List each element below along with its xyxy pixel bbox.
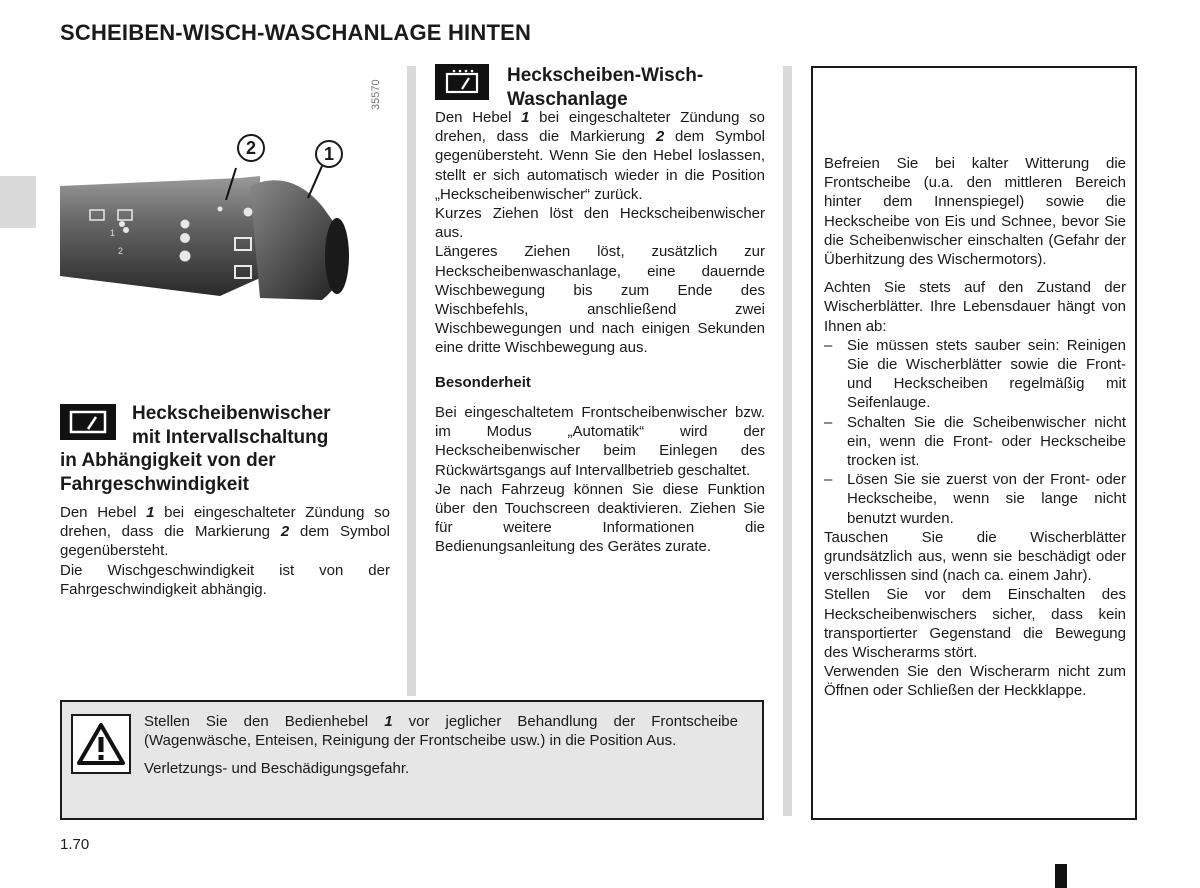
warning-text: Stellen Sie den Bedienhebel 1 vor jeglicher Behandlung der Frontscheibe (Wagenwäsche, Enteisen, Reinigung der Frontscheibe usw.) in die Position Aus. Verletzungs- und Beschädigungsgefahr. — [144, 713, 738, 778]
page-number: 1.70 — [60, 836, 90, 853]
note-text: Befreien Sie bei kalter Witterung die Frontscheibe (u.a. den mittleren Bereich hinter dem Innenspiegel) sowie die Heckscheibe von Eis und Schnee, bevor Sie die Scheibenwischer einschalten (Gefahr der Überhitzung des Wischermotors). Achten Sie stets auf den Zustand der Wischerblätter. Ihre Lebensdauer hängt von Ihnen ab: – Sie müssen stets sauber sein: Reinigen Sie die Wischerblätter sowie die Front- und Heckscheiben regelmäßig mit Seifenlauge. – Schalten Sie die Scheibenwischer nicht ein, wenn die Front- oder Heckscheibe trocken ist. – Lösen Sie sie zuerst von der Front- oder Heckscheibe, wenn sie lange nicht benutzt wurden. Tauschen Sie die Wischerblätter grundsätzlich aus, wenn sie beschädigt oder verschlissen sind (nach ca. einem Jahr). Stellen Sie vor dem Einschalten des Heckscheibenwischers sicher, dass kein transportierter Gegenstand die Bewegung des Wischerarms stört. Verwenden Sie den Wischerarm nicht zum Öffnen oder Schließen der Heckklappe. — [824, 155, 1126, 700]
column-divider-right — [783, 66, 792, 816]
callout-2: 2 — [237, 134, 265, 162]
washer-title-line2: Waschanlage — [507, 89, 628, 110]
column-divider — [407, 66, 416, 696]
list-item: – Schalten Sie die Scheibenwischer nicht ein, wenn die Front- oder Heckscheibe trocken ist. — [824, 413, 1126, 470]
washer-text: Den Hebel 1 bei eingeschalteter Zündung so drehen, dass die Markierung 2 dem Symbol gegenübersteht. Wenn Sie den Hebel loslassen, stellt er sich automatisch wieder in die Position „Heckscheibenwischer“ zurück. Kurzes Ziehen löst den Heckscheibenwischer aus. Längeres Ziehen löst, zusätzlich zur Heckscheibenwaschanlage, eine dauernde Wischbewegung bis zum Ende des Wischbefehls, anschließend zwei Wischbewegungen und nach einigen Sekunden eine dritte Wischbewegung aus. — [435, 109, 765, 357]
list-item: – Sie müssen stets sauber sein: Reinigen Sie die Wischerblätter sowie die Front- und Heckscheiben regelmäßig mit Seifenlauge. — [824, 336, 1126, 412]
list-item: – Lösen Sie sie zuerst von der Front- oder Heckscheibe, wenn sie lange nicht benutzt wurden. — [824, 471, 1126, 527]
lever-mark-2: 2 — [118, 246, 124, 256]
interval-title-line1: Heckscheibenwischer — [132, 403, 331, 424]
interval-text: Den Hebel 1 bei eingeschalteter Zündung so drehen, dass die Markierung 2 dem Symbol gegenübersteht. Die Wischgeschwindigkeit ist von der Fahrgeschwindigkeit abhängig. — [60, 504, 390, 598]
page-title: SCHEIBEN-WISCH-WASCHANLAGE HINTEN — [60, 20, 532, 45]
callout-1: 1 — [315, 140, 343, 168]
rear-washer-icon — [435, 64, 489, 100]
lever-mark-1: 1 — [110, 228, 116, 238]
side-tab-marker — [0, 176, 36, 228]
warning-triangle-icon — [71, 714, 131, 774]
interval-title-line3: in Abhängigkeit von der — [60, 450, 276, 471]
corner-mark — [1055, 864, 1067, 888]
wiper-stalk-photo — [60, 128, 350, 308]
washer-title-line1: Heckscheiben-Wisch- — [507, 65, 704, 86]
photo-code: 35570 — [370, 79, 382, 110]
subhead-special: Besonderheit — [435, 374, 531, 391]
rear-wiper-icon — [60, 404, 116, 440]
interval-title-line4: Fahrgeschwindigkeit — [60, 474, 249, 495]
note-list — [824, 336, 1126, 528]
interval-title-line2: mit Intervallschaltung — [132, 427, 329, 448]
special-text: Bei eingeschaltetem Frontscheibenwischer bzw. im Modus „Automatik“ wird der Heckscheibenwischer beim Einlegen des Rückwärtsgangs auf Intervallbetrieb geschaltet. Je nach Fahrzeug können Sie diese Funktion über den Touchscreen deaktivieren. Ziehen Sie für weitere Informationen die Bedienungsanleitung des Gerätes zurate. — [435, 404, 765, 556]
